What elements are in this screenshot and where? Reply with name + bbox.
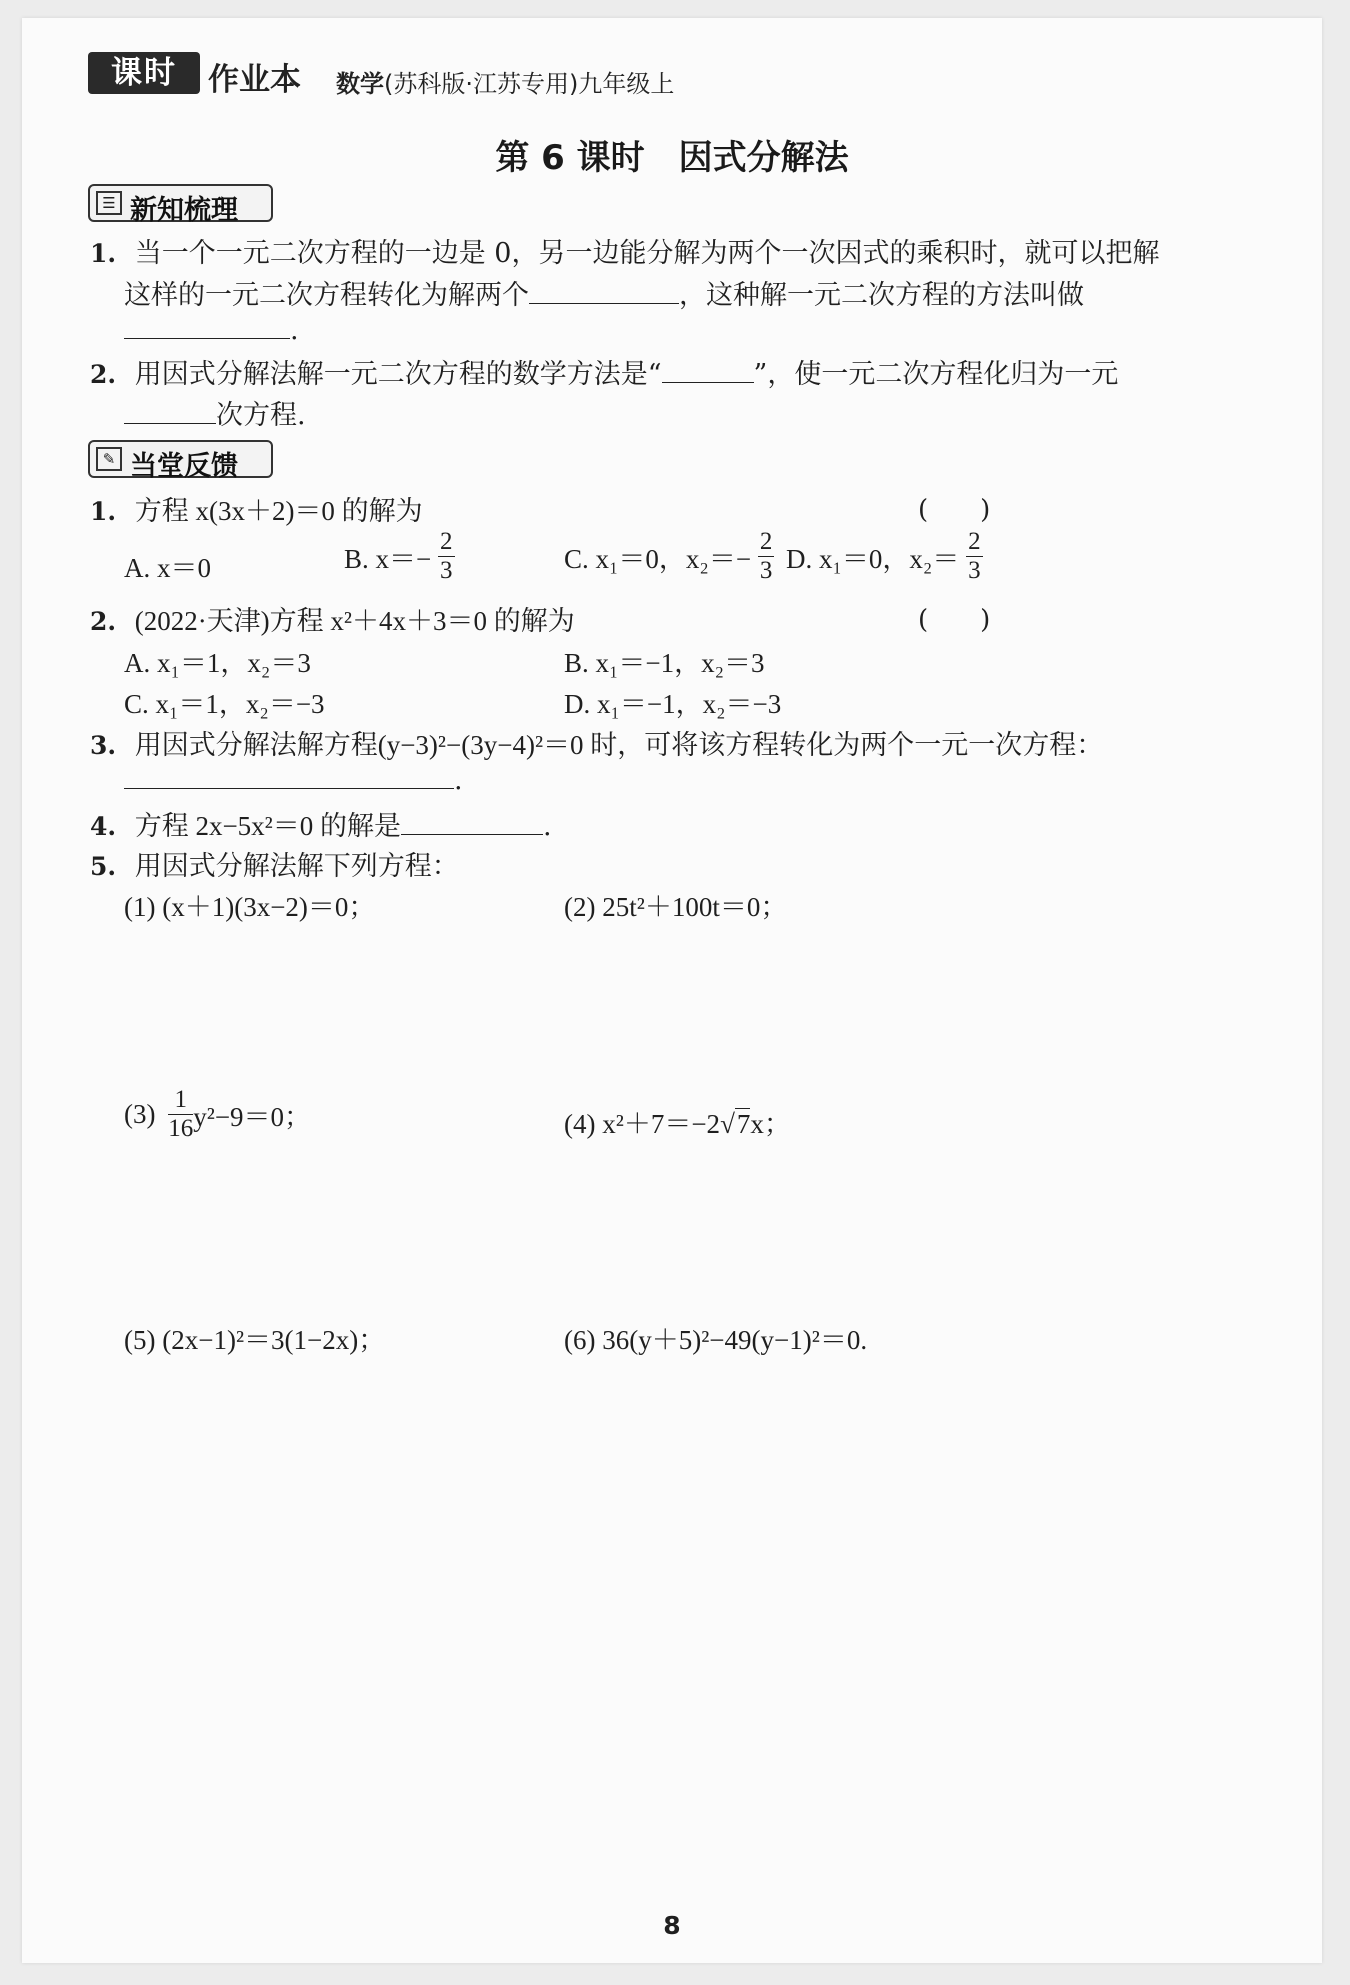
question-text: ”，使一元二次方程化归为一元 [753,359,1119,390]
brand-logo-box: 课时 [88,52,200,94]
period: . [543,811,552,842]
question-number: 2. [90,607,117,636]
question-text: 这样的一元二次方程转化为解两个 [124,280,529,311]
answer-paren[interactable]: ( ) [918,495,991,525]
fb-q4-stem [90,804,552,843]
numerator: 2 [759,528,773,555]
answer-blank[interactable] [124,399,216,424]
question-number: 5. [90,852,117,881]
nk-q1-line2 [124,273,1084,312]
question-text: ，这种解一元二次方程的方法叫做 [679,280,1084,311]
equation-text: y²−9＝0； [193,1102,312,1132]
answer-blank[interactable] [124,314,290,339]
denominator: 3 [968,557,981,584]
question-text: (2022·天津)方程 x²＋4x＋3＝0 的解为 [134,606,575,636]
question-number: 2. [90,360,117,389]
fb-q5-part-4 [564,1102,791,1141]
fb-q5-part-3 [124,1086,311,1143]
fb-q5-part-6: (6) 36(y＋5)²−49(y−1)²＝0. [564,1325,868,1355]
equation-text: x； [750,1109,791,1139]
question-number: 1. [90,239,117,268]
question-number: 4. [90,812,117,841]
option-text: C. x₁＝0，x₂＝− [564,544,752,574]
question-text: 方程 2x−5x²＝0 的解是 [134,811,402,841]
fb-q3-answer-line [124,764,463,796]
sqrt-sign: √ [720,1109,735,1139]
brand-name: 作业本 [208,62,301,98]
nk-q1-line1 [90,231,1159,270]
section-badge-feedback [88,440,273,482]
fb-q5-part-5: (5) (2x−1)²＝3(1−2x)； [124,1325,386,1355]
equation-text: (4) x²＋7＝−2 [564,1109,721,1139]
section-label: 当堂反馈 [130,451,238,482]
answer-blank[interactable] [401,810,543,835]
section-label: 新知梳理 [130,195,238,226]
subject-line [336,64,674,99]
fb-q5-stem [90,844,459,883]
fb-q3-stem [90,723,1103,762]
fb-q2-option-d[interactable]: D. x₁＝−1，x₂＝−3 [564,689,782,719]
nk-q2-line2 [124,393,306,432]
question-text: 用因式分解法解方程(y−3)²−(3y−4)²＝0 时，可将该方程转化为两个一元一次方程： [134,730,1104,760]
period: . [290,315,299,346]
fraction [168,1086,193,1143]
fb-q1-stem [90,489,423,528]
answer-blank[interactable] [662,358,754,383]
question-text: 方程 x(3x＋2)＝0 的解为 [134,496,423,526]
denominator: 3 [759,557,773,584]
fb-q2-stem [90,599,575,638]
answer-blank[interactable] [124,764,454,789]
numerator: 1 [168,1086,193,1115]
question-text: 用因式分解法解一元二次方程的数学方法是“ [134,359,662,390]
numerator: 2 [968,528,981,555]
answer-paren[interactable]: ( ) [918,605,991,635]
question-text: 当一个一元二次方程的一边是 0，另一边能分解为两个一次因式的乘积时，就可以把解 [134,238,1160,269]
denominator: 3 [440,557,453,584]
fb-q1-option-d[interactable] [786,528,983,585]
fb-q1-option-b[interactable] [344,528,455,585]
fb-q2-option-c[interactable]: C. x₁＝1，x₂＝−3 [124,689,325,719]
section-badge-new-knowledge [88,184,273,226]
pencil-icon: ✎ [96,447,122,471]
nk-q2-line1 [90,352,1118,391]
fb-q5-part-2: (2) 25t²＋100t＝0； [564,892,788,922]
question-text: 用因式分解法解下列方程： [134,851,459,882]
numerator: 2 [440,528,453,555]
fraction [966,528,983,585]
fb-q2-option-a[interactable]: A. x₁＝1，x₂＝3 [124,648,311,678]
question-text: 次方程. [216,400,306,431]
denominator: 16 [168,1115,194,1142]
page-number: 8 [663,1911,681,1940]
worksheet-page [22,18,1322,1963]
question-number: 3. [90,731,117,760]
fb-q2-option-b[interactable]: B. x₁＝−1，x₂＝3 [564,648,765,678]
lesson-title: 第 6 课时 因式分解法 [495,138,849,178]
fraction [758,528,775,585]
fb-q5-part-1: (1) (x＋1)(3x−2)＝0； [124,892,376,922]
period: . [454,765,463,796]
question-number: 1. [90,497,117,526]
subject-name: 数学 [336,70,384,98]
nk-q1-line3 [124,314,299,346]
answer-blank[interactable] [529,279,679,304]
fb-q1-option-c[interactable] [564,528,774,585]
fraction [438,528,455,585]
fb-q1-option-a[interactable]: A. x＝0 [124,553,211,583]
radicand: 7 [736,1109,751,1139]
subject-edition: (苏科版·江苏专用)九年级上 [384,70,675,98]
option-text: D. x₁＝0，x₂＝ [786,544,960,574]
book-icon: ☰ [96,191,122,215]
option-text: B. x＝− [344,544,432,574]
part-label: (3) [124,1099,156,1129]
